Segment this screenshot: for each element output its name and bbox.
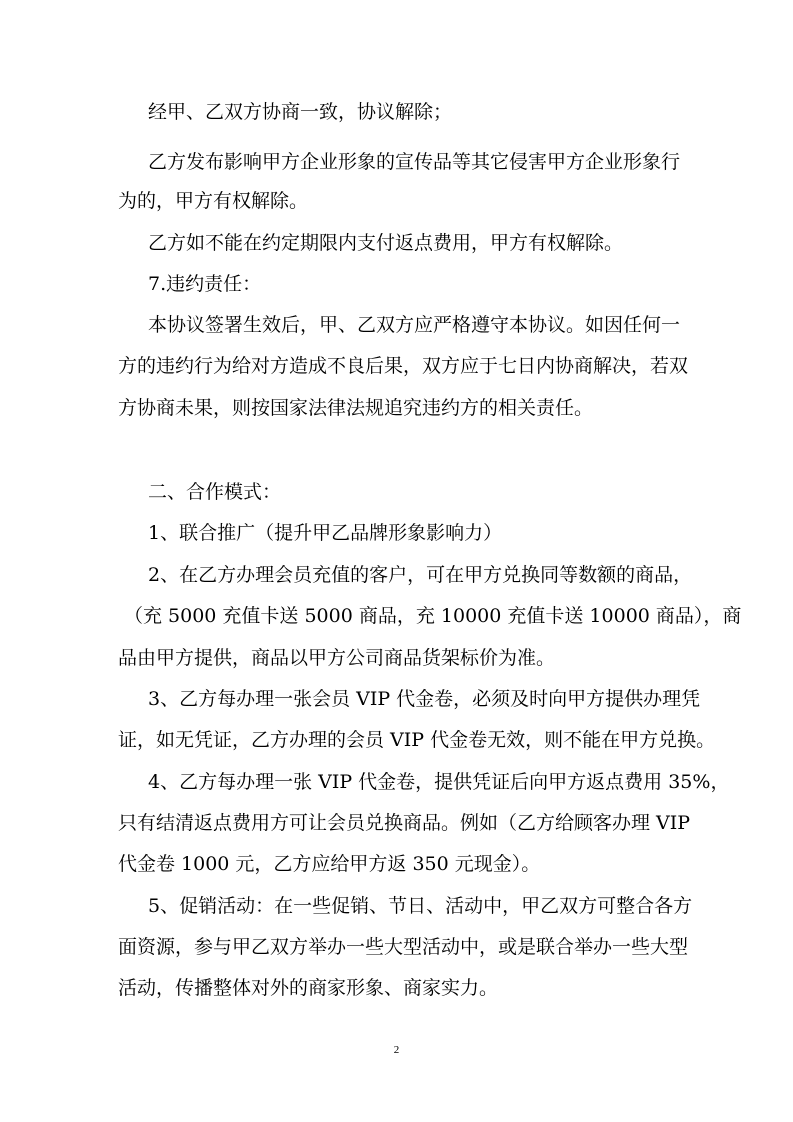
text-line-1: 经甲、乙双方协商一致，协议解除； (148, 101, 453, 123)
text-line-6: 本协议签署生效后，甲、乙双方应严格遵守本协议。如因任何一 (148, 314, 681, 336)
text-line-12: （充 5000 充值卡送 5000 商品，充 10000 充值卡送 10000 商品），商 (124, 605, 742, 627)
text-line-3: 为的，甲方有权解除。 (118, 190, 309, 212)
text-line-14: 3、乙方每办理一张会员 VIP 代金卷，必须及时向甲方提供办理凭 (148, 688, 701, 710)
text-line-16: 4、乙方每办理一张 VIP 代金卷，提供凭证后向甲方返点费用 35%， (148, 771, 730, 793)
text-line-15: 证，如无凭证，乙方办理的会员 VIP 代金卷无效，则不能在甲方兑换。 (118, 729, 716, 751)
text-line-19: 5、促销活动：在一些促销、节日、活动中，甲乙双方可整合各方 (148, 895, 693, 917)
text-line-7: 方的违约行为给对方造成不良后果，双方应于七日内协商解决，若双 (118, 355, 689, 377)
section-heading-breach: 7.违约责任： (148, 273, 262, 295)
section-heading-cooperation: 二、合作模式： (148, 481, 282, 503)
text-line-21: 活动，传播整体对外的商家形象、商家实力。 (118, 977, 499, 999)
text-line-13: 品由甲方提供，商品以甲方公司商品货架标价为准。 (118, 647, 556, 669)
text-line-18: 代金卷 1000 元，乙方应给甲方返 350 元现金）。 (118, 853, 541, 875)
text-line-17: 只有结清返点费用方可让会员兑换商品。例如（乙方给顾客办理 VIP (118, 812, 691, 834)
text-line-2: 乙方发布影响甲方企业形象的宣传品等其它侵害甲方企业形象行 (148, 151, 681, 173)
text-line-11: 2、在乙方办理会员充值的客户，可在甲方兑换同等数额的商品， (148, 564, 693, 586)
text-line-4: 乙方如不能在约定期限内支付返点费用，甲方有权解除。 (148, 232, 624, 254)
text-line-10: 1、联合推广（提升甲乙品牌形象影响力） (148, 522, 503, 544)
page-number: 2 (393, 1044, 400, 1056)
text-line-8: 方协商未果，则按国家法律法规追究违约方的相关责任。 (118, 397, 594, 419)
text-line-20: 面资源，参与甲乙双方举办一些大型活动中，或是联合举办一些大型 (118, 936, 689, 958)
